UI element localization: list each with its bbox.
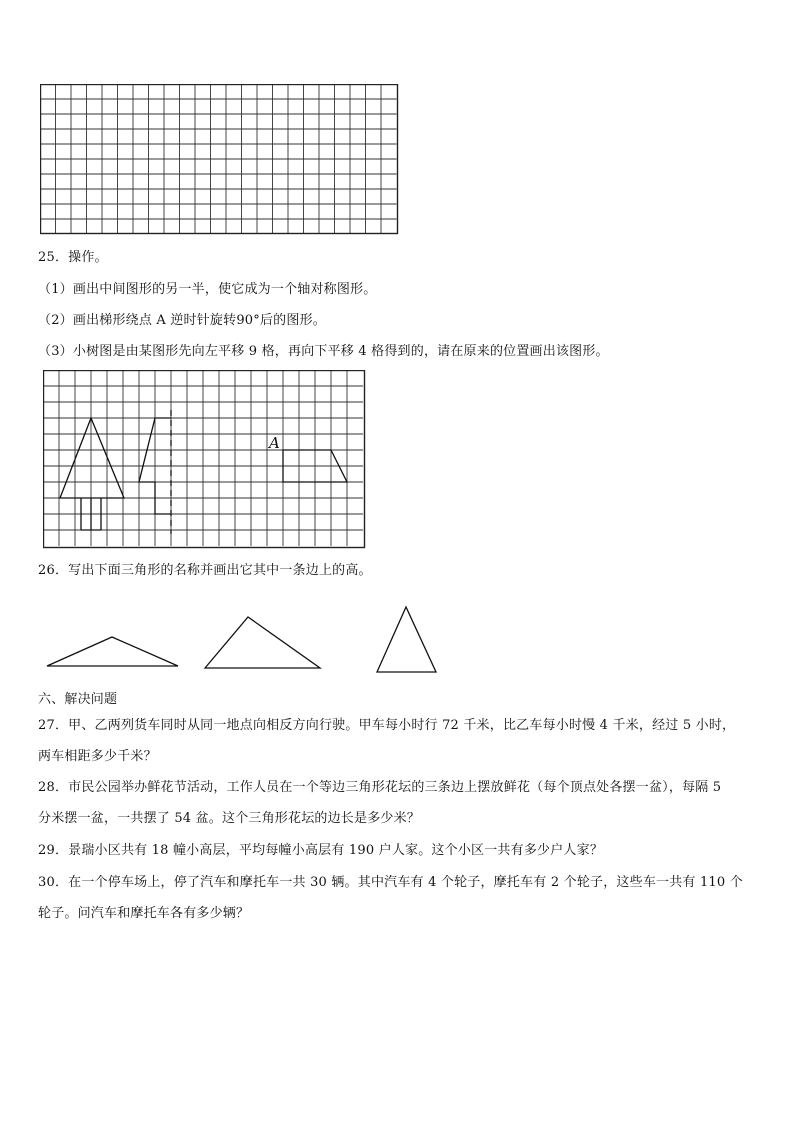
point-a-label: A bbox=[269, 434, 280, 452]
q25-item-3: （3）小树图是由某图形先向左平移 9 格，再向下平移 4 格得到的，请在原来的位置画出该图形。 bbox=[38, 344, 609, 359]
q25-figure-grid bbox=[43, 370, 367, 550]
tree-figure bbox=[60, 418, 124, 530]
q28-line-2: 分米摆一盆，一共摆了 54 盆。这个三角形花坛的边长是多少米？ bbox=[38, 811, 421, 826]
obtuse-triangle bbox=[47, 637, 178, 666]
q25-item-2: （2）画出梯形绕点 A 逆时针旋转90°后的图形。 bbox=[38, 313, 326, 328]
q25-title: 25．操作。 bbox=[38, 250, 108, 265]
q30-line-1: 30．在一个停车场上，停了汽车和摩托车一共 30 辆。其中汽车有 4 个轮子，摩托车有 2 个轮子，这些车一共有 110 个 bbox=[38, 875, 743, 890]
q27-line-2: 两车相距多少千米？ bbox=[38, 749, 157, 764]
q30-line-2: 轮子。问汽车和摩托车各有多少辆？ bbox=[38, 906, 250, 921]
q25-item-1: （1）画出中间图形的另一半，使它成为一个轴对称图形。 bbox=[38, 282, 377, 297]
q27-line-1: 27．甲、乙两列货车同时从同一地点向相反方向行驶。甲车每小时行 72 千米，比乙车每小时慢 4 千米，经过 5 小时， bbox=[38, 718, 736, 733]
acute-triangle bbox=[377, 607, 436, 672]
q26-title: 26．写出下面三角形的名称并画出它其中一条边上的高。 bbox=[38, 563, 372, 578]
q29-line-1: 29．景瑞小区共有 18 幢小高层，平均每幢小高层有 190 户人家。这个小区一共有多少户人家？ bbox=[38, 843, 604, 858]
blank-grid-top bbox=[40, 84, 400, 235]
right-triangle bbox=[205, 617, 320, 668]
q28-line-1: 28．市民公园举办鲜花节活动，工作人员在一个等边三角形花坛的三条边上摆放鲜花（每个顶点处各摆一盆），每隔 5 bbox=[38, 780, 722, 795]
section-six-heading: 六、解决问题 bbox=[38, 692, 118, 707]
q26-triangles bbox=[40, 600, 450, 680]
